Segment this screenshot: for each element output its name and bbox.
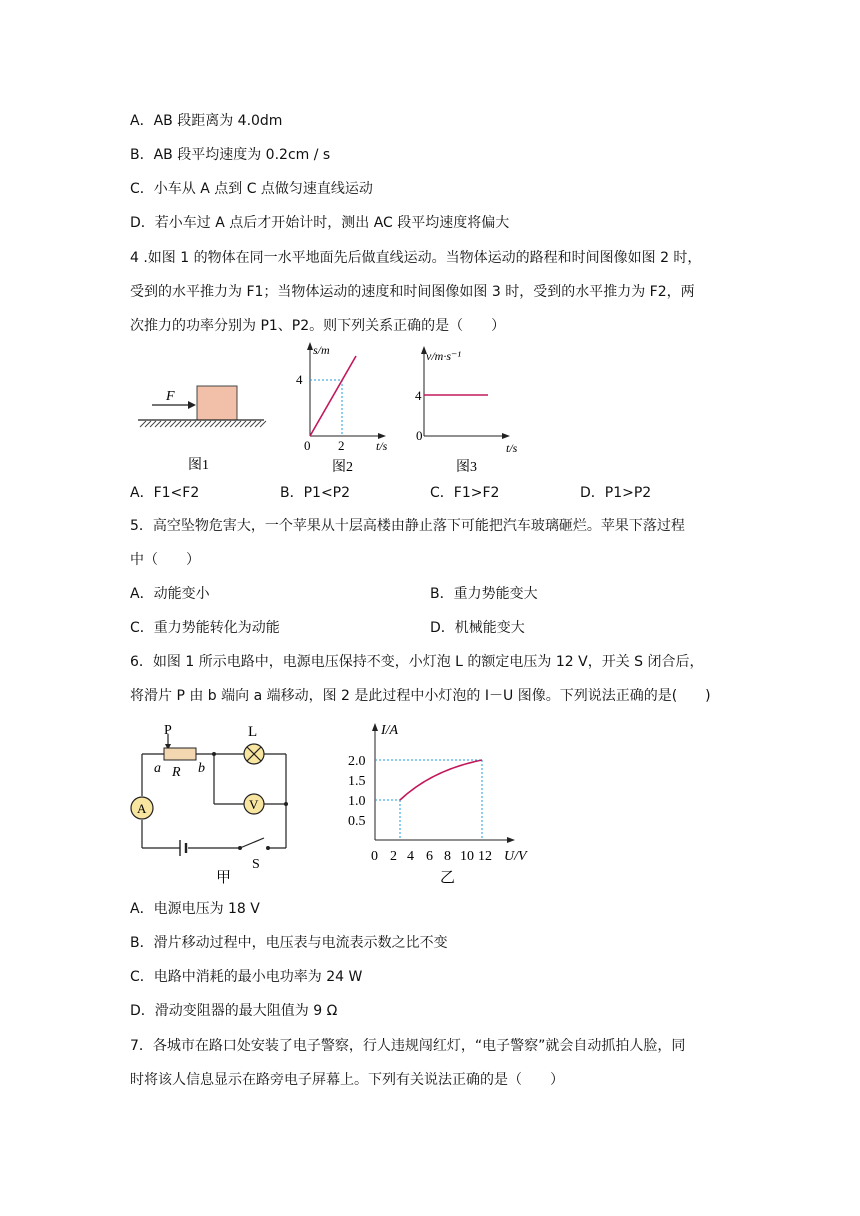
graph-xtick-label: 4: [407, 849, 414, 864]
q4-option-b: B．P1<P2: [280, 485, 351, 501]
fig2-xtick: 2: [338, 438, 345, 453]
fig2-origin: 0: [304, 438, 311, 453]
q6-option-b: B．滑片移动过程中，电压表与电流表示数之比不变: [130, 935, 448, 951]
q4-figure3: [410, 338, 530, 483]
q6-stem-line1: 6．如图 1 所示电路中，电源电压保持不变，小灯泡 L 的额定电压为 12 V，开关 S 闭合后，: [130, 654, 704, 670]
fig3-ytick: 4: [415, 388, 422, 403]
fig2-ylabel: s/m: [313, 343, 330, 357]
q7-stem-line1: 7．各城市在路口处安装了电子警察，行人违规闯红灯，“电子警察”就会自动抓拍人脸，同: [130, 1038, 686, 1054]
q5-option-c: C．重力势能转化为动能: [130, 620, 280, 636]
graph-xtick-label: 8: [444, 849, 451, 864]
fig2-line: [310, 356, 356, 436]
q5-option-a: A．动能变小: [130, 586, 210, 602]
graph-xtick-label: 12: [478, 849, 492, 864]
fig2-caption: 图2: [332, 460, 353, 475]
q6-option-a: A．电源电压为 18 V: [130, 901, 260, 917]
q5-stem-line1: 5．高空坠物危害大，一个苹果从十层高楼由静止落下可能把汽车玻璃砸烂。苹果下落过程: [130, 518, 685, 534]
graph-ytick-label: 1.0: [348, 794, 366, 809]
label-b-end: b: [198, 761, 205, 776]
graph-xtick-label: 6: [426, 849, 433, 864]
graph-xlabel: U/V: [504, 849, 527, 864]
q5-option-b: B．重力势能变大: [430, 586, 538, 602]
fig2-xlabel: t/s: [376, 439, 388, 453]
fig3-caption: 图3: [456, 460, 477, 475]
q4-option-c: C．F1>F2: [430, 485, 500, 501]
q6-option-c: C．电路中消耗的最小电功率为 24 W: [130, 969, 363, 985]
fig3-origin: 0: [416, 428, 423, 443]
rheostat: [164, 748, 196, 760]
q4-stem-line2: 受到的水平推力为 F1；当物体运动的速度和时间图像如图 3 时，受到的水平推力为 F2，两: [130, 284, 695, 300]
graph-xtick-label: 0: [371, 849, 378, 864]
graph-ytick-label: 2.0: [348, 754, 366, 769]
label-ammeter: A: [137, 801, 147, 816]
fig3-xlabel: t/s: [506, 441, 518, 455]
label-a-end: a: [154, 761, 161, 776]
q3-option-b: B．AB 段平均速度为 0.2cm / s: [130, 147, 331, 163]
label-r: R: [172, 765, 181, 780]
q3-option-a: A．AB 段距离为 4.0dm: [130, 113, 283, 129]
q5-stem-line2: 中（ ）: [130, 552, 200, 568]
block: [197, 386, 237, 420]
fig1-caption: 图1: [188, 458, 209, 473]
q4-stem-line1: 4 .如图 1 的物体在同一水平地面先后做直线运动。当物体运动的路程和时间图像如图 2 时，: [130, 250, 702, 266]
iu-curve: [400, 760, 482, 800]
label-voltmeter: V: [249, 797, 259, 812]
fig3-ylabel: v/m·s⁻¹: [426, 349, 461, 363]
circuit-caption: 甲: [216, 870, 232, 886]
q5-option-d: D．机械能变大: [430, 620, 525, 636]
q4-stem-line3: 次推力的功率分别为 P1、P2。则下列关系正确的是（ ）: [130, 318, 506, 334]
q3-option-d: D．若小车过 A 点后才开始计时，测出 AC 段平均速度将偏大: [130, 215, 510, 231]
graph-ylabel: I/A: [381, 723, 399, 738]
q4-option-d: D．P1>P2: [580, 485, 652, 501]
label-switch: S: [252, 857, 260, 872]
label-p: P: [164, 723, 172, 738]
graph-ytick-label: 0.5: [348, 814, 366, 829]
q6-iu-graph: [340, 718, 540, 888]
label-l: L: [248, 724, 258, 740]
q6-option-d: D．滑动变阻器的最大阻值为 9 Ω: [130, 1003, 338, 1019]
q4-option-a: A．F1<F2: [130, 485, 200, 501]
graph-ytick-label: 1.5: [348, 774, 366, 789]
q6-circuit-diagram: [128, 720, 303, 890]
q4-figure1: [130, 370, 270, 480]
q3-option-c: C．小车从 A 点到 C 点做匀速直线运动: [130, 181, 373, 197]
graph-xtick-label: 2: [390, 849, 397, 864]
graph-xtick-label: 10: [460, 849, 474, 864]
q6-stem-line2: 将滑片 P 由 b 端向 a 端移动，图 2 是此过程中小灯泡的 I－U 图像。下列说法正确的是( ): [130, 688, 711, 704]
force-label: F: [166, 389, 175, 404]
graph-caption: 乙: [440, 870, 456, 886]
q4-figure2: [290, 338, 400, 483]
q7-stem-line2: 时将该人信息显示在路旁电子屏幕上。下列有关说法正确的是（ ）: [130, 1072, 564, 1088]
fig2-ytick: 4: [296, 372, 303, 387]
